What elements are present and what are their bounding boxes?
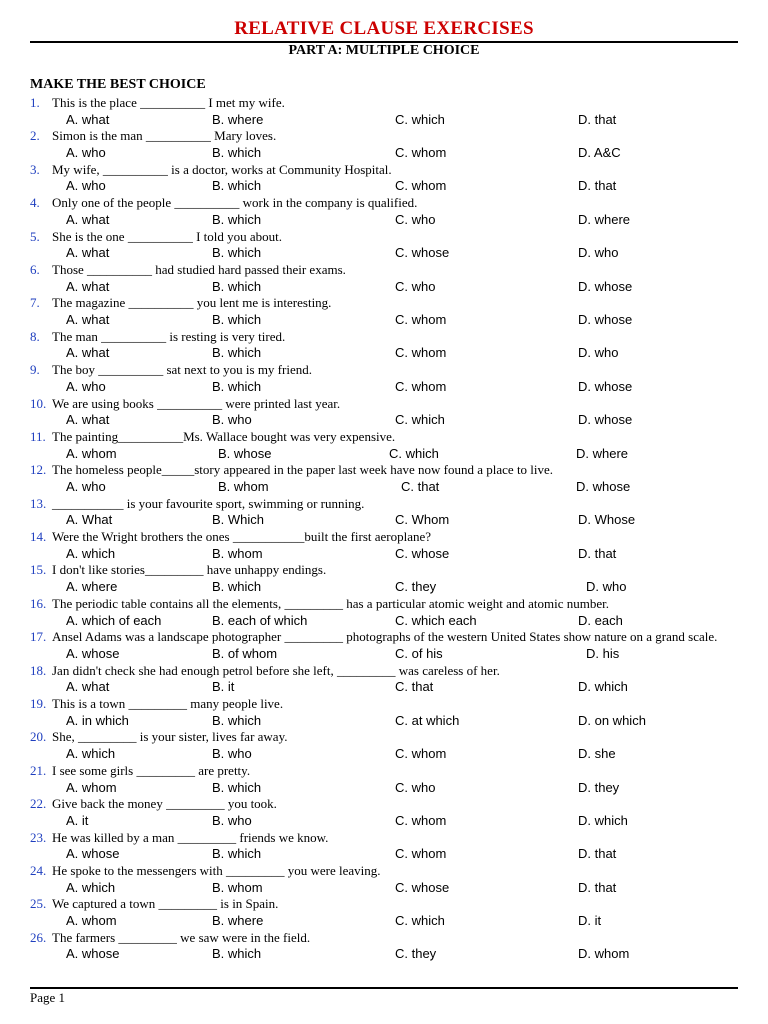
answer-option[interactable]: A. what: [66, 345, 110, 361]
answer-option[interactable]: A. it: [66, 812, 89, 828]
answer-option[interactable]: D. Whose: [578, 512, 636, 528]
answer-option[interactable]: B. where: [212, 913, 264, 929]
answer-option[interactable]: C. Whom: [395, 512, 450, 528]
question-stem: [0, 896, 768, 913]
question-item: [0, 663, 768, 696]
question-number: 3.: [30, 161, 40, 177]
answer-option[interactable]: B. which: [212, 579, 262, 595]
answer-option[interactable]: A. whom: [66, 913, 117, 929]
answer-option[interactable]: D. which: [578, 679, 628, 695]
answer-option[interactable]: B. which: [212, 378, 262, 394]
question-number: 7.: [30, 295, 40, 311]
answer-option[interactable]: C. which: [395, 412, 445, 428]
answer-option[interactable]: A. which of each: [66, 612, 162, 628]
question-number: 15.: [30, 562, 47, 578]
answer-option[interactable]: C. whom: [395, 178, 447, 194]
answer-option[interactable]: A. in which: [66, 712, 129, 728]
answer-options: [0, 679, 768, 696]
answer-option[interactable]: D. his: [586, 645, 620, 661]
answer-options: [0, 846, 768, 863]
question-text: Only one of the people __________ work in the company is qualified.: [52, 195, 418, 211]
answer-option[interactable]: D. they: [578, 779, 620, 795]
question-stem: [0, 295, 768, 312]
answer-options: [0, 178, 768, 195]
answer-options: [0, 212, 768, 229]
answer-option[interactable]: B. which: [212, 712, 262, 728]
answer-options: [0, 813, 768, 830]
question-stem: [0, 629, 738, 646]
question-number: 20.: [30, 729, 47, 745]
part-heading: PART A: MULTIPLE CHOICE: [288, 43, 480, 58]
question-text: ___________ is your favourite sport, swimming or running.: [52, 495, 365, 511]
question-item: [0, 128, 768, 161]
question-item: [0, 830, 768, 863]
question-item: [0, 496, 768, 529]
answer-options: [0, 713, 768, 730]
answer-options: [0, 780, 768, 797]
question-item: [0, 329, 768, 362]
question-text: We captured a town _________ is in Spain.: [52, 896, 279, 912]
answer-option[interactable]: A. what: [66, 679, 110, 695]
answer-options: [0, 579, 768, 596]
question-item: [0, 696, 768, 729]
question-text: My wife, __________ is a doctor, works at Community Hospital.: [52, 161, 392, 177]
question-stem: [0, 830, 768, 847]
answer-option[interactable]: A. what: [66, 412, 110, 428]
answer-option[interactable]: D. where: [578, 211, 631, 227]
answer-option[interactable]: D. who: [586, 579, 627, 595]
answer-option[interactable]: D. whose: [578, 278, 633, 294]
answer-option[interactable]: B. who: [212, 812, 252, 828]
question-stem: [0, 262, 768, 279]
question-text: The man __________ is resting is very tired.: [52, 328, 286, 344]
question-item: [0, 930, 768, 963]
question-number: 22.: [30, 796, 47, 812]
question-text: We are using books __________ were printed last year.: [52, 395, 341, 411]
answer-option[interactable]: D. each: [578, 612, 623, 628]
question-item: [0, 396, 768, 429]
answer-option[interactable]: D. on which: [578, 712, 646, 728]
answer-option[interactable]: B. each of which: [212, 612, 308, 628]
question-stem: [0, 496, 768, 513]
question-number: 5.: [30, 228, 40, 244]
question-stem: [0, 529, 768, 546]
question-list: [0, 95, 768, 963]
question-number: 24.: [30, 862, 47, 878]
question-stem: [0, 396, 768, 413]
question-item: [0, 362, 768, 395]
answer-option[interactable]: D. that: [578, 111, 617, 127]
answer-options: [0, 279, 768, 296]
question-stem: [0, 729, 768, 746]
answer-option[interactable]: D. that: [578, 545, 617, 561]
answer-option[interactable]: A. what: [66, 245, 110, 261]
question-number: 12.: [30, 462, 47, 478]
question-stem: [0, 162, 768, 179]
question-stem: [0, 95, 768, 112]
answer-option[interactable]: B. which: [212, 312, 262, 328]
answer-option[interactable]: A. who: [66, 479, 106, 494]
answer-option[interactable]: B. where: [212, 111, 264, 127]
question-item: [0, 763, 768, 796]
question-number: 6.: [30, 261, 40, 277]
question-item: [0, 863, 768, 896]
answer-option[interactable]: C. who: [395, 779, 436, 795]
question-number: 17.: [30, 629, 47, 645]
question-stem: [0, 128, 768, 145]
question-stem: [0, 663, 768, 680]
question-stem: [0, 462, 768, 479]
answer-options: [0, 412, 768, 429]
answer-option[interactable]: A. what: [66, 211, 110, 227]
answer-options: [0, 479, 768, 496]
question-text: The periodic table contains all the elements, _________ has a particular atomic weight and atomic number.: [52, 595, 610, 611]
question-item: [0, 195, 768, 228]
question-text: Simon is the man __________ Mary loves.: [52, 128, 277, 144]
answer-option[interactable]: C. whom: [395, 345, 447, 361]
question-stem: [0, 596, 768, 613]
answer-option[interactable]: C. of his: [395, 645, 443, 661]
question-number: 1.: [30, 95, 40, 110]
answer-option[interactable]: D. whom: [578, 946, 630, 962]
answer-option[interactable]: D. whose: [578, 312, 633, 328]
document-title: RELATIVE CLAUSE EXERCISES: [234, 18, 534, 39]
answer-options: [0, 880, 768, 897]
answer-option[interactable]: C. that: [395, 679, 434, 695]
answer-option[interactable]: B. whom: [218, 479, 269, 494]
answer-option[interactable]: B. which: [212, 946, 262, 962]
answer-option[interactable]: D. who: [578, 345, 619, 361]
question-stem: [0, 229, 768, 246]
question-number: 11.: [30, 428, 46, 444]
answer-option[interactable]: A. where: [66, 579, 118, 595]
answer-option[interactable]: D. A&C: [578, 145, 621, 161]
answer-option[interactable]: B. which: [212, 211, 262, 227]
question-item: [0, 462, 768, 495]
question-text: He spoke to the messengers with _________ you were leaving.: [52, 862, 381, 878]
answer-option[interactable]: A. what: [66, 278, 110, 294]
answer-options: [0, 112, 768, 129]
question-stem: [0, 796, 768, 813]
answer-option[interactable]: A. What: [66, 512, 113, 528]
answer-option[interactable]: D. that: [578, 879, 617, 895]
question-number: 4.: [30, 195, 40, 211]
question-text: The homeless people_____story appeared in the paper last week have now found a place to live.: [52, 462, 554, 478]
question-item: [0, 796, 768, 829]
answer-option[interactable]: B. whose: [218, 445, 272, 461]
answer-options: [0, 913, 768, 930]
answer-options: [0, 245, 768, 262]
answer-option[interactable]: D. who: [578, 245, 619, 261]
answer-option[interactable]: C. whose: [395, 545, 450, 561]
answer-option[interactable]: C. they: [395, 946, 437, 962]
answer-option[interactable]: A. what: [66, 111, 110, 127]
question-number: 26.: [30, 929, 47, 945]
answer-option[interactable]: C. whom: [395, 812, 447, 828]
question-stem: [0, 696, 768, 713]
answer-option[interactable]: D. whose: [576, 479, 631, 494]
answer-option[interactable]: D. it: [578, 913, 602, 929]
answer-option[interactable]: A. who: [66, 145, 106, 161]
answer-option[interactable]: C. that: [401, 479, 440, 494]
answer-option[interactable]: C. which: [395, 913, 445, 929]
answer-options: [0, 646, 768, 663]
answer-option[interactable]: C. which each: [395, 612, 477, 628]
question-item: [0, 162, 768, 195]
question-text: She, _________ is your sister, lives far away.: [52, 729, 288, 745]
answer-options: [0, 946, 768, 963]
question-text: The painting__________Ms. Wallace bought was very expensive.: [52, 428, 396, 444]
question-text: This is the place __________ I met my wife.: [52, 95, 285, 110]
answer-options: [0, 746, 768, 763]
question-text: I see some girls _________ are pretty.: [52, 762, 251, 778]
question-stem: [0, 863, 768, 880]
answer-option[interactable]: B. it: [212, 679, 235, 695]
question-item: [0, 562, 768, 595]
answer-option[interactable]: A. what: [66, 312, 110, 328]
answer-option[interactable]: B. which: [212, 278, 262, 294]
question-number: 8.: [30, 328, 40, 344]
answer-option[interactable]: B. who: [212, 412, 252, 428]
answer-option[interactable]: B. which: [212, 779, 262, 795]
question-number: 9.: [30, 362, 40, 378]
question-number: 25.: [30, 896, 47, 912]
answer-option[interactable]: C. whom: [395, 846, 447, 862]
answer-option[interactable]: D. which: [578, 812, 628, 828]
answer-option[interactable]: C. whom: [395, 378, 447, 394]
question-text: Ansel Adams was a landscape photographer _________ photographs of the western United States show nature on a grand scale.: [52, 629, 718, 645]
question-text: The magazine __________ you lent me is interesting.: [52, 295, 332, 311]
question-number: 14.: [30, 529, 47, 545]
question-item: [0, 262, 768, 295]
question-item: [0, 896, 768, 929]
question-text: This is a town _________ many people live.: [52, 696, 284, 712]
question-text: Jan didn't check she had enough petrol before she left, _________ was careless of her.: [52, 662, 500, 678]
question-number: 23.: [30, 829, 47, 845]
question-text: The farmers _________ we saw were in the field.: [52, 929, 311, 945]
question-number: 19.: [30, 696, 47, 712]
answer-options: [0, 546, 768, 563]
question-text: Give back the money _________ you took.: [52, 796, 277, 812]
question-text: Those __________ had studied hard passed their exams.: [52, 261, 346, 277]
question-stem: [0, 562, 768, 579]
answer-option[interactable]: B. which: [212, 245, 262, 261]
answer-option[interactable]: B. who: [212, 746, 252, 762]
answer-option[interactable]: A. who: [66, 378, 106, 394]
answer-option[interactable]: C. which: [395, 111, 445, 127]
answer-option[interactable]: C. who: [395, 211, 436, 227]
question-number: 13.: [30, 495, 47, 511]
answer-option[interactable]: D. whose: [578, 412, 633, 428]
question-stem: [0, 195, 768, 212]
question-text: He was killed by a man _________ friends we know.: [52, 829, 329, 845]
question-number: 10.: [30, 395, 47, 411]
question-text: I don't like stories_________ have unhappy endings.: [52, 562, 327, 578]
answer-option[interactable]: D. where: [576, 445, 629, 461]
question-number: 16.: [30, 595, 47, 611]
question-stem: [0, 763, 768, 780]
question-item: [0, 429, 768, 462]
question-text: She is the one __________ I told you about.: [52, 228, 283, 244]
answer-option[interactable]: C. which: [389, 445, 439, 461]
answer-option[interactable]: A. whose: [66, 946, 120, 962]
answer-option[interactable]: C. whom: [395, 312, 447, 328]
answer-option[interactable]: B. whom: [212, 545, 263, 561]
answer-option[interactable]: D. whose: [578, 378, 633, 394]
answer-option[interactable]: A. who: [66, 178, 106, 194]
answer-option[interactable]: B. which: [212, 846, 262, 862]
question-number: 2.: [30, 128, 40, 144]
answer-options: [0, 312, 768, 329]
answer-option[interactable]: A. which: [66, 545, 116, 561]
answer-options: [0, 145, 768, 162]
answer-option[interactable]: C. whose: [395, 245, 450, 261]
answer-option[interactable]: C. whom: [395, 145, 447, 161]
answer-option[interactable]: A. whose: [66, 645, 120, 661]
question-stem: [0, 362, 768, 379]
question-stem: [0, 930, 768, 947]
question-item: [0, 95, 768, 128]
answer-option[interactable]: C. whose: [395, 879, 450, 895]
question-text: Were the Wright brothers the ones ___________built the first aeroplane?: [52, 529, 432, 545]
answer-option[interactable]: A. which: [66, 879, 116, 895]
answer-option[interactable]: B. which: [212, 345, 262, 361]
question-stem: [0, 329, 768, 346]
question-number: 18.: [30, 662, 47, 678]
question-item: [0, 529, 768, 562]
section-heading: MAKE THE BEST CHOICE: [30, 77, 206, 92]
answer-options: [0, 379, 768, 396]
answer-option[interactable]: D. that: [578, 178, 617, 194]
question-item: [0, 596, 768, 629]
answer-option[interactable]: C. at which: [395, 712, 460, 728]
question-item: [0, 729, 768, 762]
question-number: 21.: [30, 762, 47, 778]
answer-option[interactable]: C. they: [395, 579, 437, 595]
answer-options: [0, 613, 768, 630]
answer-option[interactable]: B. Which: [212, 512, 265, 528]
question-item: [0, 295, 768, 328]
question-text: The boy __________ sat next to you is my friend.: [52, 362, 312, 378]
answer-option[interactable]: D. that: [578, 846, 617, 862]
answer-option[interactable]: A. whose: [66, 846, 120, 862]
question-stem: [0, 429, 768, 446]
answer-options: [0, 446, 768, 463]
answer-option[interactable]: A. whom: [66, 779, 117, 795]
answer-option[interactable]: A. which: [66, 746, 116, 762]
answer-options: [0, 512, 768, 529]
answer-option[interactable]: A. whom: [66, 445, 117, 461]
question-item: [0, 629, 768, 662]
answer-option[interactable]: C. who: [395, 278, 436, 294]
footer-rule: [30, 987, 738, 989]
answer-option[interactable]: B. which: [212, 178, 262, 194]
question-item: [0, 229, 768, 262]
page-number: Page 1: [30, 990, 66, 1005]
answer-option[interactable]: B. of whom: [212, 645, 278, 661]
answer-option[interactable]: C. whom: [395, 746, 447, 762]
answer-option[interactable]: B. which: [212, 145, 262, 161]
answer-option[interactable]: B. whom: [212, 879, 263, 895]
answer-option[interactable]: D. she: [578, 746, 616, 762]
answer-options: [0, 345, 768, 362]
